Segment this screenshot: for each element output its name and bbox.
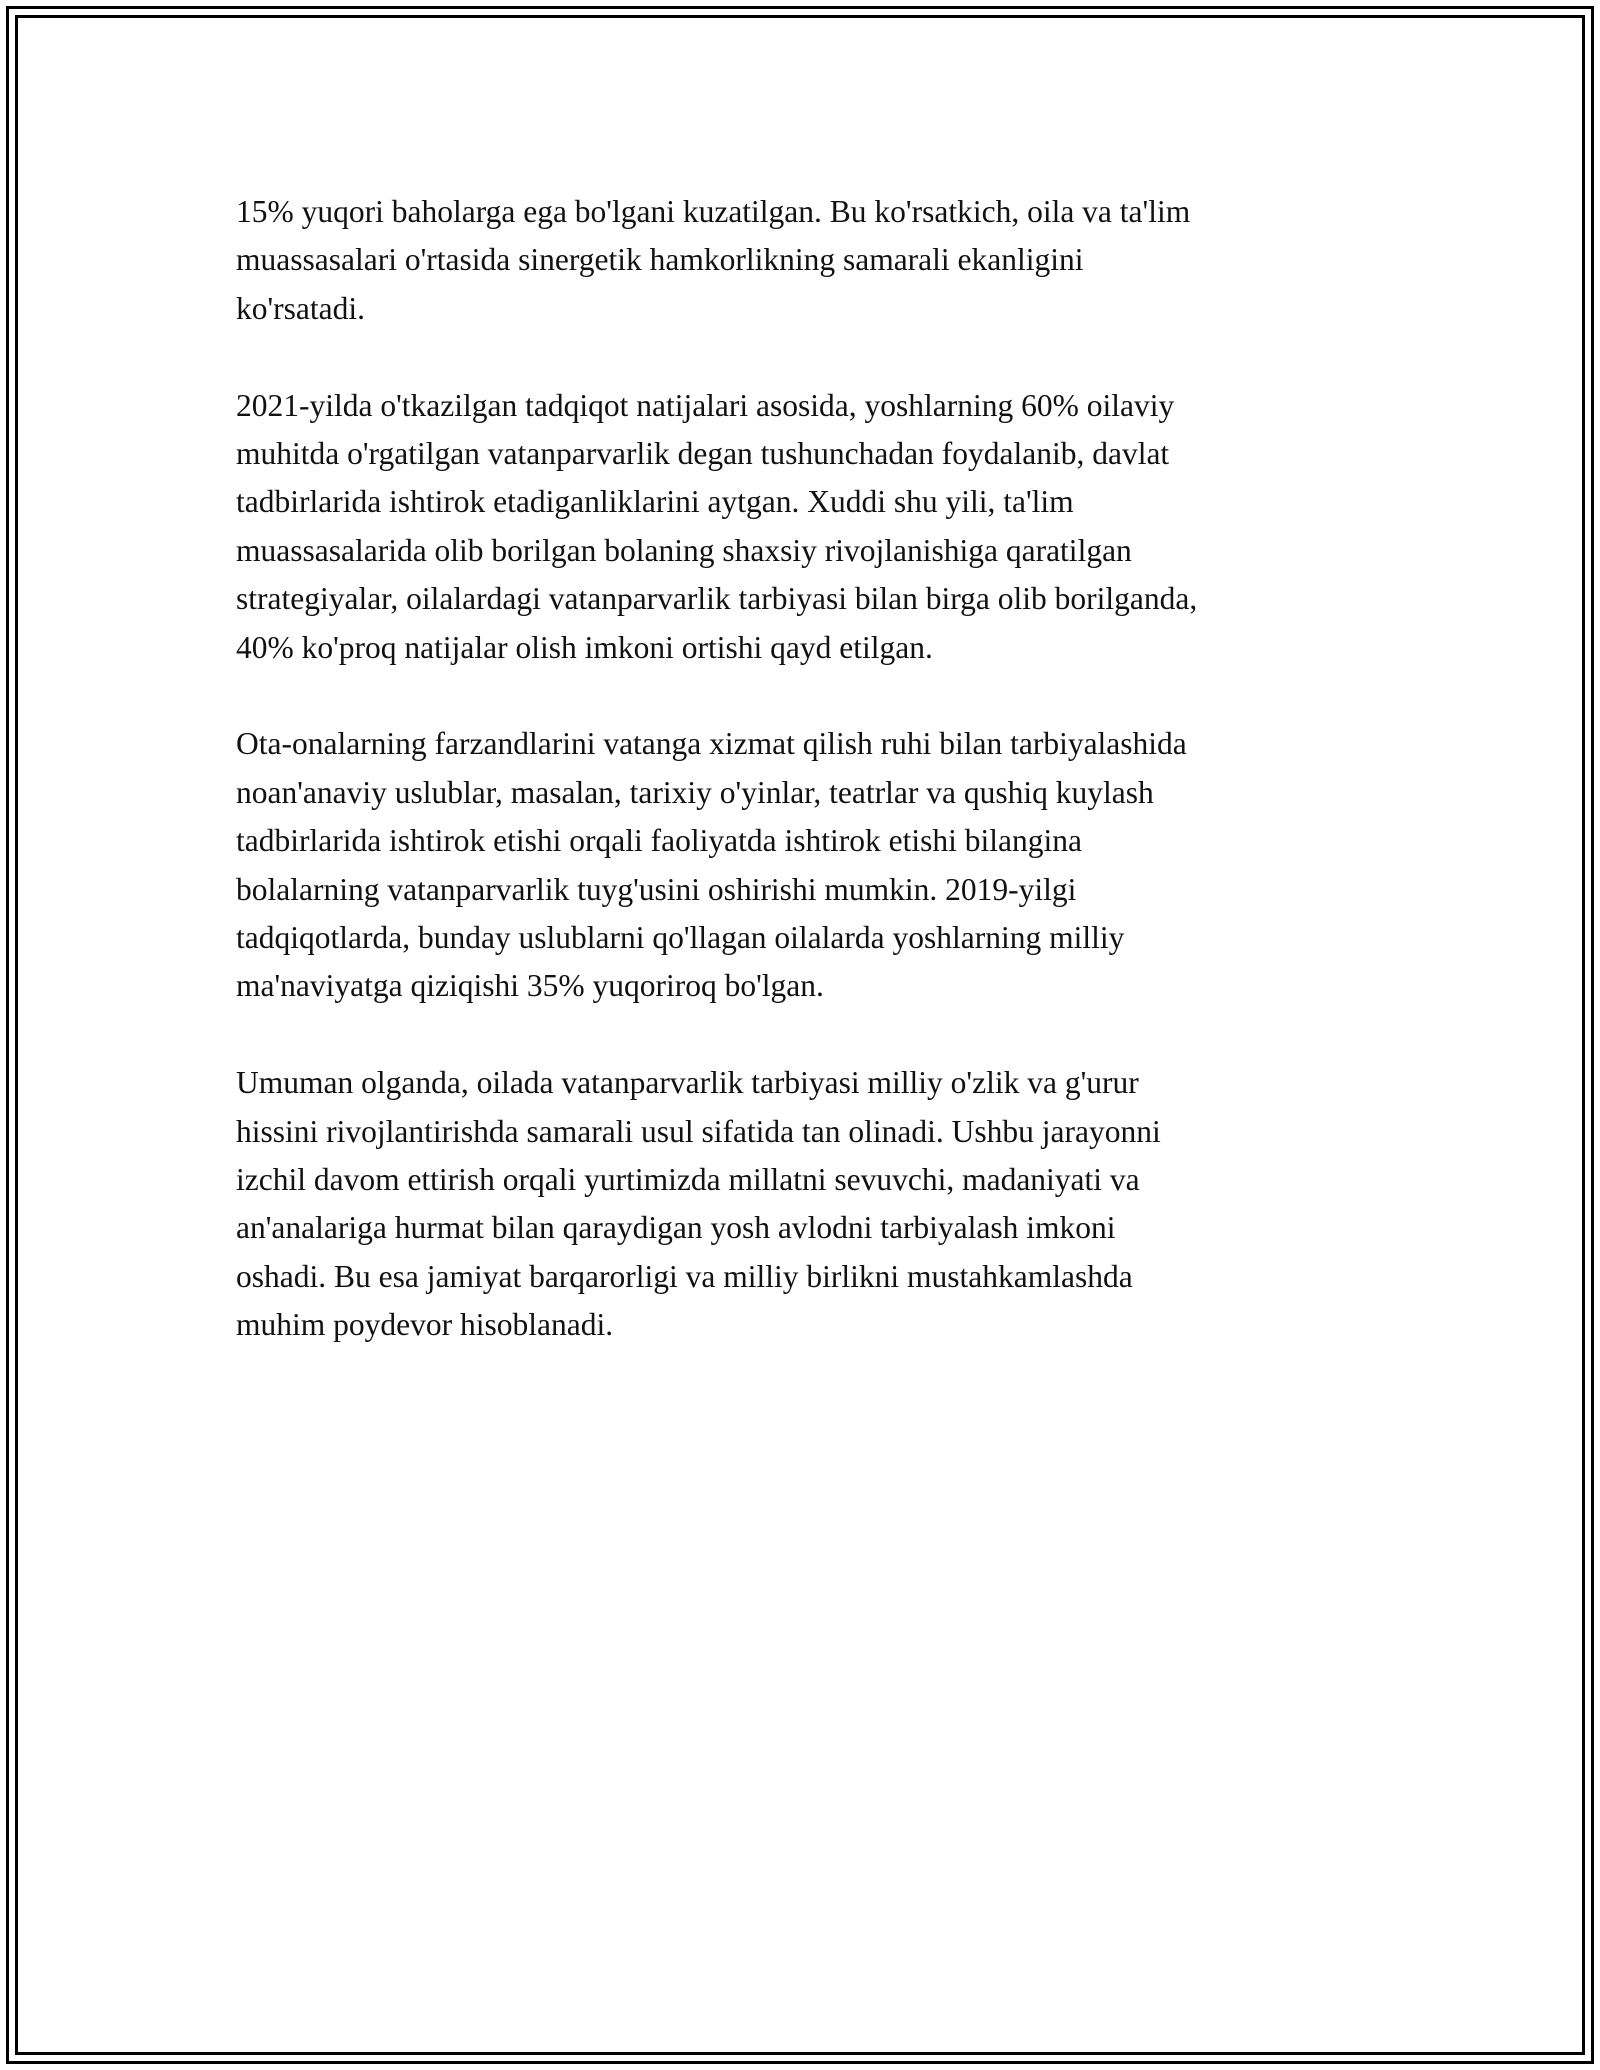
paragraph-4: Umuman olganda, oilada vatanparvarlik tarbiyasi milliy o'zlik va g'urur hissini rivojlantirishda samarali usul sifatida tan olinadi. Ushbu jarayonni izchil davom ettirish orqali yurtimizda millatni sevuvchi, madaniyati va an'analariga hurmat bilan qaraydigan yosh avlodni tarbiyalash imkoni oshadi. Bu esa jamiyat barqarorligi va milliy birlikni mustahkamlashda muhim poydevor hisoblanadi.: [236, 1065, 1161, 1343]
document-body: [236, 188, 1376, 1398]
paragraph-1: 15% yuqori baholarga ega bo'lgani kuzatilgan. Bu ko'rsatkich, oila va ta'lim muassasalari o'rtasida sinergetik hamkorlikning samarali ekanligini ko'rsatadi.: [236, 194, 1191, 326]
paragraph-2: 2021-yilda o'tkazilgan tadqiqot natijalari asosida, yoshlarning 60% oilaviy muhitda o'rgatilgan vatanparvarlik degan tushunchadan foydalanib, davlat tadbirlarida ishtirok etadiganliklarini aytgan. Xuddi shu yili, ta'lim muassasalarida olib borilgan bolaning shaxsiy rivojlanishiga qaratilgan strategiyalar, oilalardagi vatanparvarlik tarbiyasi bilan birga olib borilganda, 40% ko'proq natijalar olish imkoni ortishi qayd etilgan.: [236, 387, 1198, 665]
paragraph-3: Ota-onalarning farzandlarini vatanga xizmat qilish ruhi bilan tarbiyalashida noan'anaviy uslublar, masalan, tarixiy o'yinlar, teatrlar va qushiq kuylash tadbirlarida ishtirok etishi orqali faoliyatda ishtirok etishi bilangina bolalarning vatanparvarlik tuyg'usini oshirishi mumkin. 2019-yilgi tadqiqotlarda, bunday uslublarni qo'llagan oilalarda yoshlarning milliy ma'naviyatga qiziqishi 35% yuqoriroq bo'lgan.: [236, 726, 1187, 1004]
